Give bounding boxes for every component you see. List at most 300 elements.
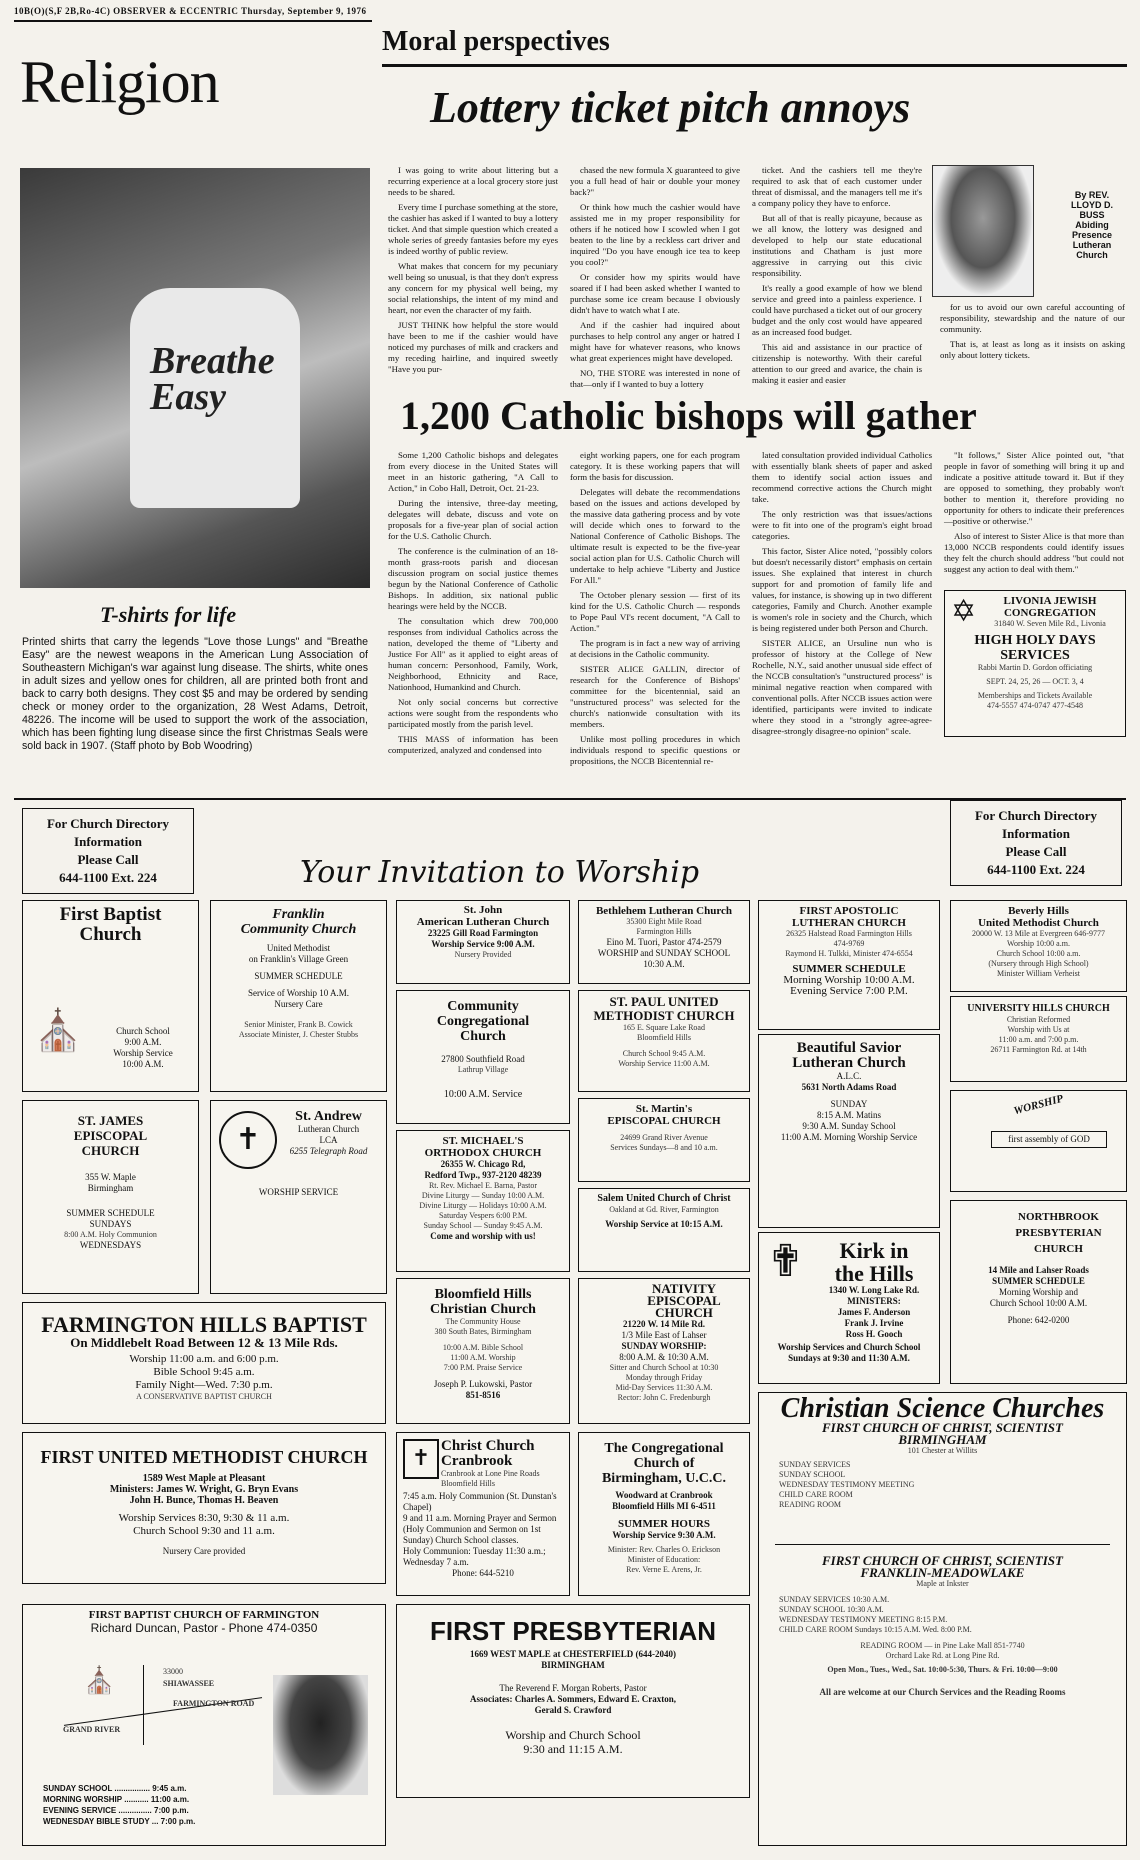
- church-name: BIRMINGHAM: [898, 1432, 987, 1447]
- cs-divider: [775, 1544, 1110, 1545]
- church-name: Lutheran Church: [792, 1055, 906, 1071]
- church-name: ST. JAMES: [77, 1113, 144, 1128]
- ad-community-congregational: [396, 990, 570, 1124]
- directory-line: Information: [1002, 826, 1070, 841]
- ad-st-john: [396, 900, 570, 984]
- schedule-line: SUMMER SCHEDULE: [66, 1208, 155, 1218]
- minister-line: Associate Minister, J. Chester Stubbs: [238, 1030, 359, 1039]
- schedule-line: 9 and 11 a.m. Morning Prayer and Sermon (Holy Communion and Sermon on 1st Sunday) Church School classes.: [403, 1513, 557, 1545]
- schedule-line: Eino M. Tuori, Pastor 474-2579: [606, 937, 722, 947]
- schedule-line: 10:00 A.M.: [122, 1059, 164, 1069]
- schedule-line: 11:00 A.M. Morning Worship Service: [780, 1132, 918, 1142]
- schedule-line: Gerald S. Crawford: [534, 1705, 612, 1715]
- church-location-icon: ⛪: [83, 1666, 116, 1695]
- cross-seal-icon: ✝: [219, 1111, 277, 1169]
- schedule-line: Cranbrook at Lone Pine Roads: [441, 1469, 540, 1478]
- schedule-line: 1589 West Maple at Pleasant: [142, 1473, 266, 1484]
- lottery-col-2: [570, 165, 740, 394]
- schedule-line: 9:30 A.M. Sunday School: [802, 1121, 896, 1131]
- schedule-line: Church School 9:45 A.M.: [622, 1049, 706, 1058]
- ad-first-united-methodist: [22, 1432, 386, 1584]
- paragraph: Delegates will debate the recommendations based on the issues and actions developed by the massive data gathering process and by vote will decide which ones to forward to the National Conference of Catholic Bishops. The ultimate result is expected to be the five-year social action plan for U.S. Catholic Church will undertake to help achieve "Liberty and Justice For All.": [570, 487, 740, 585]
- schedule-line: 7:00 P.M. Praise Service: [443, 1363, 523, 1372]
- church-name: ST. PAUL UNITED: [609, 994, 719, 1009]
- ad-dates: SEPT. 24, 25, 26 — OCT. 3, 4: [986, 677, 1084, 686]
- lottery-headline: Lottery ticket pitch annoys: [430, 83, 911, 132]
- schedule-line: SUMMER SCHEDULE: [792, 963, 906, 975]
- bishops-col-4: [944, 450, 1124, 579]
- schedule-line: Holy Communion: Tuesday 11:30 a.m.; Wednesday 7 a.m.: [403, 1546, 546, 1567]
- paragraph: The conference is the culmination of an 18-month grass-roots parish and diocesan discussion program on social justice themes begun by the National Conference of Catholic Bishops. In addition, six national public hearings were held by the NCCB.: [388, 546, 558, 611]
- ad-title: HIGH HOLY DAYS: [974, 633, 1096, 648]
- schedule-line: EVENING SERVICE ............... 7:00 p.m.: [43, 1806, 189, 1815]
- schedule-line: 10:00 A.M. Bible School: [442, 1343, 524, 1352]
- directory-line: For Church Directory: [46, 816, 170, 831]
- schedule-line: SUNDAY WORSHIP:: [621, 1341, 707, 1351]
- schedule-line: 8:00 A.M. Holy Communion: [64, 1230, 157, 1239]
- ad-first-baptist: [22, 900, 199, 1092]
- schedule-line: SUNDAYS: [89, 1219, 132, 1229]
- schedule-line: Rev. Verne E. Arens, Jr.: [626, 1565, 702, 1574]
- schedule-line: WORSHIP and SUNDAY SCHOOL: [597, 948, 731, 958]
- running-head: 10B(O)(S,F 2B,Ro-4C) OBSERVER & ECCENTRIC Thursday, September 9, 1976: [14, 6, 367, 16]
- directory-line: Please Call: [77, 852, 139, 867]
- schedule-line: 355 W. Maple: [85, 1172, 136, 1182]
- church-name: EPISCOPAL: [647, 1293, 721, 1308]
- ad-st-martins: [578, 1098, 750, 1182]
- schedule-line: Worship 10:00 a.m.: [1007, 939, 1070, 948]
- schedule-line: John H. Bunce, Thomas H. Beaven: [129, 1495, 279, 1506]
- schedule-line: Worship and Church School: [505, 1728, 641, 1742]
- photo-caption: Printed shirts that carry the legends "Love those Lungs" and "Breathe Easy" are the newest weapons in the American Lung Association of Southeastern Michigan's war against lung disease. The shirts, white ones in adult sizes and yellow ones for children, all are printed both front and back to carry both designs. They cost $5 and may be ordered by sending check or money order to the organization, 28 West Adams, Detroit, 48226. The income will be used to support the work of the association, which has been fighting lung disease since the first Christmas Seals were sold back in 1907. (Staff photo by Bob Woodring): [22, 636, 368, 752]
- church-name: Congregational: [436, 1014, 530, 1029]
- schedule-line: Minister of Education:: [627, 1555, 701, 1564]
- directory-line: 644-1100 Ext. 224: [987, 862, 1085, 877]
- paragraph: The only restriction was that issues/actions were to fit into one of the program's eight broad categories.: [752, 509, 932, 541]
- schedule-line: WEDNESDAY TESTIMONY MEETING: [779, 1480, 915, 1489]
- schedule-line: Sitter and Church School at 10:30: [609, 1363, 719, 1372]
- ad-first-assembly: [950, 1090, 1127, 1192]
- schedule-line: (Nursery through High School): [988, 959, 1089, 968]
- paragraph: It's really a good example of how we blend service and greed into a painless experience. I could have purchased a ticket out of our grocery budget and the only cost would have appeared as an increased food budget.: [752, 283, 923, 337]
- paragraph: Or consider how my spirits would have soared if I had been asked whether I wanted to purchase some ice cream because I obviously didn't have to watch what I ate.: [570, 272, 740, 315]
- directory-info-left: [22, 808, 194, 894]
- schedule-line: Oakland at Gd. River, Farmington: [609, 1205, 719, 1214]
- church-name: WORSHIP: [1012, 1092, 1065, 1118]
- bishops-headline: 1,200 Catholic bishops will gather: [400, 393, 977, 438]
- schedule-line: 1/3 Mile East of Lahser: [621, 1330, 707, 1340]
- church-name: CHURCH: [1034, 1243, 1083, 1255]
- schedule-line: Church School 9:30 and 11 a.m.: [133, 1525, 275, 1537]
- ad-salem: [578, 1188, 750, 1272]
- ad-phones: 474-5557 474-0747 477-4548: [987, 701, 1083, 710]
- church-name: First Baptist: [59, 904, 162, 925]
- schedule-line: James F. Anderson: [837, 1307, 911, 1317]
- schedule-line: 26325 Halstead Road Farmington Hills: [786, 929, 912, 938]
- church-name: FIRST CHURCH OF CHRIST, SCIENTIST: [822, 1553, 1063, 1568]
- schedule-line: SUMMER SCHEDULE: [254, 971, 343, 981]
- schedule-line: Open Mon., Tues., Wed., Sat. 10:00-5:30, Thurs. & Fri. 10:00—9:00: [827, 1665, 1058, 1674]
- schedule-line: Morning Worship and: [998, 1287, 1079, 1297]
- photo-caption-title: T-shirts for life: [100, 602, 237, 627]
- ad-christian-science: [758, 1392, 1127, 1846]
- schedule-line: The Community House: [445, 1317, 521, 1326]
- paragraph: THIS MASS of information has been computerized, analyzed and condensed into: [388, 734, 558, 755]
- ad-first-baptist-farmington: [22, 1604, 386, 1846]
- author-portrait: [932, 165, 1034, 297]
- schedule-line: 23225 Gill Road Farmington: [427, 928, 539, 938]
- schedule-line: Phone: 644-5210: [452, 1568, 514, 1578]
- church-name: EPISCOPAL: [73, 1128, 148, 1143]
- schedule-line: 7:45 a.m. Holy Communion (St. Dunstan's Chapel): [403, 1491, 557, 1512]
- paragraph: "It follows," Sister Alice pointed out, "that people in favor of something will bring it up and indicate a positive attitude toward it. But if they are opposed to something, they probably won't bother to mention it, therefore providing no opportunity for others to indicate their preferences—positive or otherwise.": [944, 450, 1124, 526]
- schedule-line: Bible School 9:45 a.m.: [153, 1366, 255, 1378]
- church-name: Christ Church: [441, 1438, 535, 1454]
- paragraph: chased the new formula X guaranteed to give you a full head of hair or double your money back?": [570, 165, 740, 197]
- church-name: the Hills: [834, 1261, 914, 1286]
- paragraph: Every time I purchase something at the store, the cashier has asked if I wanted to buy a lottery ticket. And that simple question which created a whole series of greedy fantasies before my eyes is indeed worthy of public review.: [388, 202, 559, 256]
- schedule-line: 20000 W. 13 Mile at Evergreen 646-9777: [972, 929, 1105, 938]
- church-name: Lutheran Church: [297, 1124, 360, 1134]
- church-name: FRANKLIN-MEADOWLAKE: [860, 1565, 1025, 1580]
- church-name: CHURCH: [81, 1143, 140, 1158]
- schedule-line: WEDNESDAYS: [79, 1240, 142, 1250]
- schedule-line: 1669 WEST MAPLE at CHESTERFIELD (644-2040): [470, 1649, 676, 1659]
- ad-bethlehem: [578, 900, 750, 984]
- church-name: first assembly of GOD: [991, 1131, 1107, 1148]
- directory-info-right: [950, 800, 1122, 886]
- paragraph: This factor, Sister Alice noted, "possibly colors but doesn't necessarily distort" emphasis on certain issues. She explained that interest in church support for and promotion of family life and values, for instance, is showing up in two different categories, Family and Church. Another example is women's role in society and the Church, which is being registered under both Person and Church.: [752, 546, 932, 633]
- schedule-line: 474-9769: [833, 939, 865, 948]
- schedule-line: 5631 North Adams Road: [801, 1082, 897, 1092]
- pastor-line: Richard Duncan, Pastor - Phone 474-0350: [90, 1621, 318, 1635]
- schedule-line: Monday through Friday: [625, 1373, 703, 1382]
- paragraph: SISTER ALICE GALLIN, director of research for the Conference of Bishops' committee for the bicentennial, said an "unstructured process" was selected for the church's nationwide consultation with its members.: [570, 664, 740, 729]
- church-name: FIRST PRESBYTERIAN: [429, 1616, 717, 1646]
- cross-icon: ✟: [767, 1237, 804, 1286]
- location-map: [63, 1655, 263, 1745]
- church-name: FIRST CHURCH OF CHRIST, SCIENTIST: [822, 1420, 1063, 1435]
- church-name: On Middlebelt Road Between 12 & 13 Mile Rds.: [70, 1335, 338, 1350]
- schedule-line: CHILD CARE ROOM Sundays 10:15 A.M. Wed. 8:00 P.M.: [779, 1625, 972, 1634]
- schedule-line: MORNING WORSHIP ........... 11:00 a.m.: [43, 1795, 190, 1804]
- schedule-line: 11:00 A.M. Worship: [450, 1353, 516, 1362]
- church-name: Franklin: [272, 907, 325, 922]
- schedule-line: 26711 Farmington Rd. at 14th: [990, 1045, 1087, 1054]
- schedule-line: SUMMER HOURS: [618, 1518, 710, 1530]
- bishops-col-2: [570, 450, 740, 771]
- directory-line: For Church Directory: [974, 808, 1098, 823]
- ad-st-andrew: [210, 1100, 387, 1294]
- schedule-line: Worship Service at 10:15 A.M.: [605, 1219, 723, 1229]
- schedule-line: Lathrup Village: [457, 1065, 509, 1074]
- church-name: St. Andrew: [295, 1109, 362, 1124]
- ad-rabbi: Rabbi Martin D. Gordon officiating: [977, 663, 1093, 672]
- church-name: EPISCOPAL CHURCH: [607, 1115, 721, 1127]
- church-name: Church: [79, 924, 142, 945]
- church-name: Cranbrook: [441, 1453, 513, 1469]
- schedule-line: 10:00 A.M. Service: [443, 1089, 523, 1100]
- directory-line: Please Call: [1005, 844, 1067, 859]
- schedule-line: Ministers: James W. Wright, G. Bryn Evans: [109, 1484, 299, 1495]
- pastor-photo: [273, 1675, 368, 1795]
- schedule-line: Sunday School — Sunday 9:45 A.M.: [423, 1221, 543, 1230]
- schedule-line: Evening Service 7:00 P.M.: [790, 985, 908, 997]
- ad-farmington-hills-baptist: [22, 1302, 386, 1424]
- schedule-line: Worship Services 8:30, 9:30 & 11 a.m.: [118, 1512, 290, 1524]
- tshirt-photo: [20, 168, 370, 588]
- paragraph: And if the cashier had inquired about purchases to help control any anger or hatred I might have for whatever reasons, who knows what great experiences might have developed.: [570, 320, 740, 363]
- church-name: Beverly Hills: [1008, 905, 1069, 917]
- schedule-line: 851-8516: [465, 1390, 501, 1400]
- schedule-line: 10:30 A.M.: [643, 959, 685, 969]
- church-name: Community Church: [240, 922, 357, 937]
- schedule-line: 21220 W. 14 Mile Rd.: [622, 1319, 705, 1329]
- schedule-line: READING ROOM — in Pine Lake Mall 851-7740: [860, 1641, 1025, 1650]
- paragraph: But all of that is really picayune, because as we all know, the lottery was designed and developed to help our state educational institutions and Chatham is just more aggressive in carrying out this civic responsibility.: [752, 213, 922, 278]
- schedule-line: Christian Reformed: [1006, 1015, 1071, 1024]
- schedule-line: A.L.C.: [836, 1071, 862, 1081]
- schedule-line: Phone: 642-0200: [1007, 1315, 1070, 1325]
- schedule-line: Worship Services and Church School: [777, 1342, 921, 1352]
- ad-tickets: Memberships and Tickets Available: [977, 691, 1093, 700]
- paragraph: JUST THINK how helpful the store would have been to me if the cashier would have noticed my purchases of milk and crackers and my receding hairline, and inquired sweetly "Have you pur-: [388, 320, 558, 374]
- schedule-line: WORSHIP SERVICE: [258, 1187, 339, 1197]
- schedule-line: Divine Liturgy — Sunday 10:00 A.M.: [421, 1191, 545, 1200]
- paragraph: The program is in fact a new way of arriving at decisions in the Catholic community.: [570, 638, 740, 659]
- schedule-line: BIRMINGHAM: [541, 1660, 605, 1670]
- schedule-line: Worship with Us at: [1007, 1025, 1070, 1034]
- schedule-line: Bloomfield Hills: [637, 1033, 691, 1042]
- church-name: FIRST APOSTOLIC: [799, 905, 899, 917]
- schedule-line: Rector: John C. Fredenburgh: [617, 1393, 711, 1402]
- shirt-text: [150, 340, 275, 418]
- ad-christ-church-cranbrook: [396, 1432, 570, 1596]
- schedule-line: Bloomfield Hills MI 6-4511: [612, 1501, 716, 1511]
- paragraph: The October plenary session — first of its kind for the U.S. Catholic Church — responds to Pope Paul VI's recent document, "A Call to Action.": [570, 590, 740, 633]
- ad-first-apostolic: [758, 900, 940, 1030]
- lottery-col-1: [388, 165, 558, 379]
- header-rule: [14, 20, 372, 22]
- schedule-line: SUNDAY SERVICES 10:30 A.M.: [779, 1595, 890, 1604]
- schedule-line: Church School 10:00 A.M.: [989, 1298, 1088, 1308]
- map-label: FARMINGTON ROAD: [173, 1699, 255, 1708]
- directory-line: 644-1100 Ext. 224: [59, 870, 157, 885]
- paragraph: Also of interest to Sister Alice is that more than 13,000 NCCB respondents could identify issues they felt the church should address "but could not suggest any action to deal with them.": [944, 531, 1124, 574]
- ad-st-paul: [578, 990, 750, 1092]
- church-name: United Methodist Church: [978, 917, 1099, 929]
- church-name: Christian Church: [430, 1302, 536, 1317]
- schedule-line: READING ROOM: [779, 1500, 841, 1509]
- lottery-col-3: [752, 165, 922, 390]
- invitation-title: Your Invitation to Worship: [300, 855, 700, 890]
- schedule-line: Birmingham: [87, 1183, 134, 1193]
- schedule-line: 8:15 A.M. Matins: [816, 1110, 881, 1120]
- church-name: LUTHERAN CHURCH: [792, 917, 906, 929]
- paragraph: Not only social concerns but corrective actions were sought from the respondents who participated mostly from the parish level.: [388, 697, 558, 729]
- map-label: GRAND RIVER: [63, 1725, 121, 1734]
- church-name: FIRST UNITED METHODIST CHURCH: [40, 1447, 368, 1467]
- map-label: 33000: [163, 1667, 183, 1676]
- ad-franklin-community: [210, 900, 387, 1092]
- church-name: American Lutheran Church: [416, 916, 550, 928]
- church-name: FIRST BAPTIST CHURCH OF FARMINGTON: [88, 1609, 320, 1621]
- ad-name: CONGREGATION: [1003, 607, 1097, 619]
- schedule-line: SUMMER SCHEDULE: [992, 1276, 1085, 1286]
- ad-beautiful-savior: [758, 1034, 940, 1228]
- paragraph: ticket. And the cashiers tell me they're required to ask that of each customer under threat of dismissal, and the managers tell me it's a company policy they have to enforce.: [752, 165, 922, 208]
- church-name: ORTHODOX CHURCH: [424, 1147, 542, 1159]
- schedule-line: Frank J. Irvine: [844, 1318, 904, 1328]
- schedule-line: Come and worship with us!: [430, 1231, 536, 1241]
- schedule-line: 9:00 A.M.: [124, 1037, 162, 1047]
- schedule-line: Sundays at 9:30 and 11:30 A.M.: [788, 1353, 910, 1363]
- ad-nativity: [578, 1278, 750, 1424]
- church-name: CHURCH: [655, 1305, 713, 1320]
- church-name: St. John: [463, 904, 503, 916]
- schedule-line: WEDNESDAY TESTIMONY MEETING 8:15 P.M.: [779, 1615, 948, 1624]
- ad-first-presbyterian: [396, 1604, 750, 1798]
- schedule-line: Woodward at Cranbrook: [615, 1490, 713, 1500]
- schedule-line: 8:00 A.M. & 10:30 A.M.: [619, 1352, 709, 1362]
- schedule-line: Morning Worship 10:00 A.M.: [783, 974, 915, 986]
- schedule-line: 35300 Eight Mile Road: [626, 917, 702, 926]
- ad-northbrook: [950, 1200, 1127, 1384]
- ad-title: SERVICES: [1000, 648, 1070, 663]
- church-name: UNIVERSITY HILLS CHURCH: [967, 1003, 1110, 1014]
- schedule-line: 9:30 and 11:15 A.M.: [523, 1742, 623, 1756]
- schedule-line: SUNDAY SCHOOL: [779, 1470, 846, 1479]
- schedule-line: Bloomfield Hills: [441, 1479, 495, 1488]
- schedule-line: WEDNESDAY BIBLE STUDY ... 7:00 p.m.: [43, 1817, 196, 1826]
- schedule-line: United Methodist: [266, 943, 331, 953]
- schedule-line: Nursery Care: [274, 999, 323, 1009]
- schedule-line: Rt. Rev. Michael E. Barna, Pastor: [428, 1181, 538, 1190]
- schedule-line: Redford Twp., 937-2120 48239: [424, 1170, 542, 1180]
- church-name: NORTHBROOK: [1018, 1211, 1099, 1223]
- address-line: 101 Chester at Willits: [907, 1446, 978, 1455]
- paragraph: eight working papers, one for each program category. It is these working papers that will form the basis for discussion.: [570, 450, 740, 482]
- schedule-line: 26355 W. Chicago Rd,: [440, 1159, 526, 1169]
- schedule-line: Worship Service 9:30 A.M.: [612, 1530, 716, 1540]
- schedule-line: Services Sundays—8 and 10 a.m.: [610, 1143, 718, 1152]
- church-name: Christian Science Churches: [780, 1393, 1105, 1424]
- address-line: Maple at Inkster: [916, 1579, 969, 1588]
- church-name: FARMINGTON HILLS BAPTIST: [41, 1312, 367, 1337]
- schedule-line: A CONSERVATIVE BAPTIST CHURCH: [136, 1392, 272, 1401]
- ad-beverly-hills: [950, 900, 1127, 992]
- shirt-text-2: Easy: [150, 376, 226, 418]
- schedule-line: Raymond H. Tulkki, Minister 474-6554: [785, 949, 913, 958]
- schedule-line: CHILD CARE ROOM: [779, 1490, 853, 1499]
- church-name: Salem United Church of Christ: [597, 1193, 731, 1204]
- schedule-line: SUNDAY SCHOOL 10:30 A.M.: [779, 1605, 884, 1614]
- paragraph: lated consultation provided individual Catholics with essentially blank sheets of paper and asked them to identify social action issues and recommend corrective actions the Church might take.: [752, 450, 932, 504]
- schedule-line: Worship Service: [113, 1048, 173, 1058]
- schedule-line: 165 E. Square Lake Road: [623, 1023, 705, 1032]
- schedule-line: Worship Service 11:00 A.M.: [618, 1059, 710, 1068]
- ad-bloomfield-christian: [396, 1278, 570, 1424]
- schedule-line: 24699 Grand River Avenue: [620, 1133, 708, 1142]
- church-name: LCA: [319, 1135, 338, 1145]
- schedule-line: Nursery Care provided: [162, 1546, 246, 1556]
- bishops-col-3: [752, 450, 932, 741]
- paragraph: Or think how much the cashier would have assisted me in my proper responsibility for others if he noticed how I scowled when I got beaten to the line by a reckless cart driver and inquired "Do you have enough ice tea to keep you cool?": [570, 202, 740, 267]
- schedule-line: The Reverend F. Morgan Roberts, Pastor: [499, 1683, 647, 1693]
- schedule-line: SUNDAY: [830, 1099, 868, 1109]
- schedule-line: Minister William Verheist: [997, 969, 1080, 978]
- church-name: PRESBYTERIAN: [1015, 1227, 1102, 1239]
- schedule-line: Ross H. Gooch: [845, 1329, 903, 1339]
- paragraph: What makes that concern for my pecuniary well being so unusual, is that they don't express any concern for my physical well being, my social relationships, the intent of my mind and heart, nor even the character of my faith.: [388, 261, 558, 315]
- kicker-rule: [382, 64, 1127, 67]
- ad-kirk-in-the-hills: [758, 1232, 940, 1384]
- paragraph: That is, at least as long as it insists on asking only about lottery tickets.: [940, 339, 1125, 360]
- paragraph: Some 1,200 Catholic bishops and delegates from every diocese in the United States will meet in an historic gathering, "A Call to Action," in Cobo Hall, Detroit, Oct. 21-23.: [388, 450, 558, 493]
- minister-line: Senior Minister, Frank B. Cowick: [244, 1020, 353, 1029]
- church-name: The Congregational: [604, 1441, 724, 1456]
- schedule-line: Farmington Hills: [636, 927, 692, 936]
- church-building-icon: ⛪: [33, 1008, 83, 1053]
- paragraph: I was going to write about littering but a recurring experience at a local grocery store just needs to be shared.: [388, 165, 558, 197]
- section-title: Religion: [20, 49, 219, 115]
- church-name: Community: [447, 999, 519, 1014]
- schedule-line: Divine Liturgy — Holidays 10:00 A.M.: [419, 1201, 547, 1210]
- church-name: METHODIST CHURCH: [593, 1008, 735, 1023]
- paragraph: The consultation which drew 700,000 responses from individual Catholics across the nation, developed the theme of "Liberty and Justice For All" as it applied to eight areas of human concern: Personhood, Family, Work, Neighborhood, Ethnicity and Race, Nationhood, Humankind and Church.: [388, 616, 558, 692]
- schedule-line: MINISTERS:: [847, 1296, 901, 1306]
- schedule-line: 11:00 a.m. and 7:00 p.m.: [998, 1035, 1079, 1044]
- schedule-line: Saturday Vespers 6:00 P.M.: [438, 1211, 528, 1220]
- church-name: ST. MICHAEL'S: [442, 1135, 524, 1147]
- schedule-line: SUNDAY SCHOOL ................ 9:45 a.m.: [43, 1784, 187, 1793]
- schedule-line: Joseph P. Lukowski, Pastor: [433, 1379, 533, 1389]
- bishops-col-1: [388, 450, 558, 760]
- star-of-david-icon: ✡: [951, 595, 977, 628]
- paragraph: SISTER ALICE, an Ursuline nun who is professor of history at the College of New Rochelle, N.Y., said another unusual side effect of the NCCB consultation's "unstructured process" is minimal negative reaction when compared with conventional polls. After NCCB issues action were identified, participants were invited to indicate where they stood in a "strongly agree-agree-disagree-strongly disagree-no opinion" scale.: [752, 638, 932, 736]
- schedule-line: Associates: Charles A. Sommers, Edward E. Craxton,: [470, 1694, 676, 1704]
- paragraph: for us to avoid our own careful accounting of responsibility, stewardship and the nature of our community.: [940, 302, 1125, 334]
- church-name: Kirk in: [839, 1238, 909, 1263]
- schedule-line: Minister: Rev. Charles O. Erickson: [607, 1545, 721, 1554]
- ad-university-hills: [950, 996, 1127, 1082]
- schedule-line: 1340 W. Long Lake Rd.: [828, 1285, 920, 1295]
- schedule-line: 14 Mile and Lahser Roads: [988, 1265, 1089, 1275]
- schedule-line: Family Night—Wed. 7:30 p.m.: [135, 1379, 273, 1391]
- christ-church-logo-icon: ✝: [403, 1439, 439, 1479]
- lottery-col-4: [940, 302, 1125, 365]
- welcome-line: All are welcome at our Church Services and the Reading Rooms: [819, 1687, 1066, 1697]
- schedule-line: 6255 Telegraph Road: [289, 1146, 368, 1156]
- schedule-line: Service of Worship 10 A.M.: [247, 988, 350, 998]
- livonia-jewish-ad: [944, 590, 1126, 737]
- church-name: Beautiful Savior: [796, 1040, 902, 1056]
- paragraph: This aid and assistance in our practice of citizenship is noteworthy. With their careful attention to our greed and avarice, the chain is making it easier and easier: [752, 342, 922, 385]
- directory-line: Information: [74, 834, 142, 849]
- ad-name: LIVONIA JEWISH: [1003, 595, 1097, 607]
- shirt-text-1: Breathe: [150, 340, 275, 382]
- schedule-line: Worship 11:00 a.m. and 6:00 p.m.: [129, 1353, 279, 1365]
- church-name: St. Martin's: [635, 1103, 693, 1115]
- schedule-line: Church School 10:00 a.m.: [996, 949, 1081, 958]
- ad-st-james: [22, 1100, 199, 1294]
- address-line: Orchard Lake Rd. at Long Pine Rd.: [885, 1651, 1000, 1660]
- church-name: NATIVITY: [651, 1281, 717, 1296]
- church-name: Bloomfield Hills: [434, 1287, 532, 1302]
- ad-congregational-birmingham: [578, 1432, 750, 1596]
- schedule-line: Mid-Day Services 11:30 A.M.: [615, 1383, 713, 1392]
- schedule-line: SUNDAY SERVICES: [779, 1460, 851, 1469]
